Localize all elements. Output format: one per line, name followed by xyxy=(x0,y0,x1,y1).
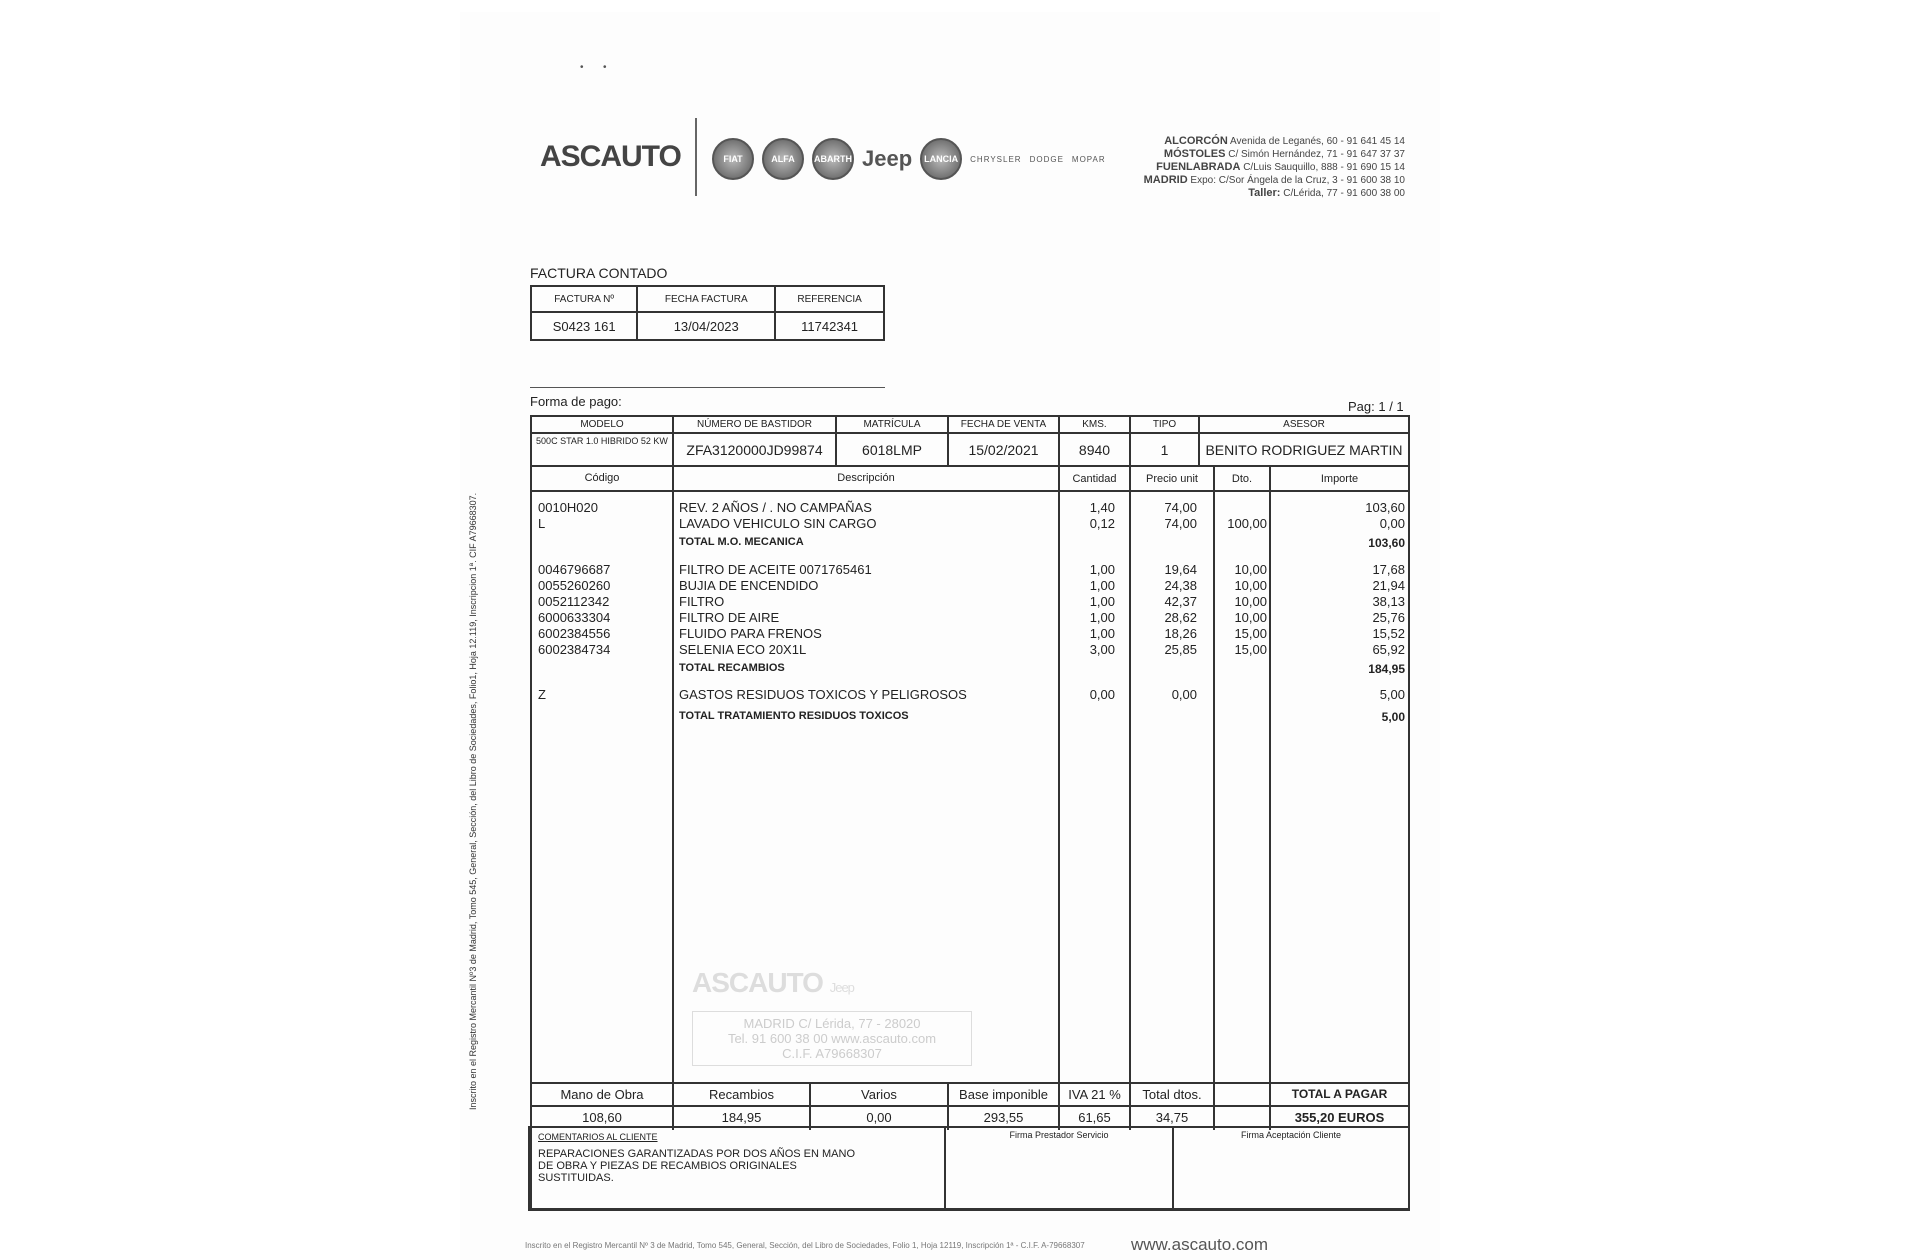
invoice-ref: 11742341 xyxy=(775,312,884,340)
total-due-value: 355,20 EUROS xyxy=(1294,1110,1385,1125)
provider-signature-label: Firma Prestador Servicio xyxy=(1009,1130,1109,1140)
invoice-table xyxy=(530,415,1410,1210)
item-code: 6002384556 xyxy=(538,626,611,641)
type-label: TIPO xyxy=(1152,419,1177,430)
item-unit-price: 0,00 xyxy=(1171,687,1197,702)
comments-text: REPARACIONES GARANTIZADAS POR DOS AÑOS EN MANO DE OBRA Y PIEZAS DE RECAMBIOS ORIGINALES SUSTITUIDAS. xyxy=(538,1148,856,1184)
item-code: Z xyxy=(538,687,546,702)
plate-label: MATRÍCULA xyxy=(863,419,921,430)
item-description: LAVADO VEHICULO SIN CARGO xyxy=(679,516,877,531)
item-code: 0046796687 xyxy=(538,562,611,577)
total-discounts-value: 34,75 xyxy=(1155,1110,1189,1125)
item-amount: 15,52 xyxy=(1372,626,1405,641)
item-amount: 21,94 xyxy=(1372,578,1405,593)
item-description: REV. 2 AÑOS / . NO CAMPAÑAS xyxy=(679,500,872,515)
line-item-row xyxy=(532,594,1412,610)
item-amount: 184,95 xyxy=(1368,662,1405,676)
vehicle-plate: 6018LMP xyxy=(862,442,922,458)
scan-specks: • • xyxy=(580,62,607,73)
vat-label: IVA 21 % xyxy=(1068,1087,1121,1102)
advisor-label: ASESOR xyxy=(1283,419,1325,430)
item-discount: 10,00 xyxy=(1234,578,1267,593)
item-description: TOTAL M.O. MECANICA xyxy=(679,536,804,548)
bottom-legal-text: Inscrito en el Registro Mercantil Nº 3 de Madrid, Tomo 545, General, Sección, del Libro de Sociedades, Folio 1, Hoja 12119, Inscripción 1ª - C.I.F. A-79668307 xyxy=(525,1241,1085,1250)
item-quantity: 1,40 xyxy=(1089,500,1115,515)
kms-label: KMS. xyxy=(1082,419,1107,430)
invoice-number-label: FACTURA Nº xyxy=(531,286,637,312)
invoice-number: S0423 161 xyxy=(531,312,637,340)
item-amount: 5,00 xyxy=(1381,710,1405,724)
item-description: GASTOS RESIDUOS TOXICOS Y PELIGROSOS xyxy=(679,687,967,702)
item-quantity: 3,00 xyxy=(1089,642,1115,657)
item-unit-price: 25,85 xyxy=(1164,642,1197,657)
invoice-ref-label: REFERENCIA xyxy=(775,286,884,312)
item-description: TOTAL RECAMBIOS xyxy=(679,662,785,674)
item-unit-price: 19,64 xyxy=(1164,562,1197,577)
dodge-logo: DODGE xyxy=(1029,154,1064,164)
item-description: BUJIA DE ENCENDIDO xyxy=(679,578,819,593)
item-amount: 17,68 xyxy=(1372,562,1405,577)
invoice-date: 13/04/2023 xyxy=(637,312,775,340)
vehicle-type: 1 xyxy=(1160,442,1169,458)
item-amount: 0,00 xyxy=(1379,516,1405,531)
item-discount: 10,00 xyxy=(1234,610,1267,625)
col-desc-header: Descripción xyxy=(837,472,895,484)
item-description: FILTRO DE ACEITE 0071765461 xyxy=(679,562,872,577)
item-description: TOTAL TRATAMIENTO RESIDUOS TOXICOS xyxy=(679,710,909,722)
misc-label: Varios xyxy=(861,1087,897,1102)
item-code: 0055260260 xyxy=(538,578,611,593)
model-label: MODELO xyxy=(580,419,624,430)
vehicle-advisor: BENITO RODRIGUEZ MARTIN xyxy=(1205,442,1403,458)
item-unit-price: 74,00 xyxy=(1164,500,1197,515)
chrysler-logo: CHRYSLER xyxy=(970,154,1022,164)
item-description: SELENIA ECO 20X1L xyxy=(679,642,807,657)
item-amount: 103,60 xyxy=(1368,536,1405,550)
item-unit-price: 18,26 xyxy=(1164,626,1197,641)
subtotal-row xyxy=(532,710,1412,726)
parts-value: 184,95 xyxy=(721,1110,762,1125)
page-number: Pag: 1 / 1 xyxy=(1348,399,1404,414)
col-code-header: Código xyxy=(584,472,620,484)
subtotal-row xyxy=(532,662,1412,678)
item-code: L xyxy=(538,516,546,531)
item-quantity: 1,00 xyxy=(1089,578,1115,593)
item-quantity: 1,00 xyxy=(1089,626,1115,641)
invoice-date-label: FECHA FACTURA xyxy=(637,286,775,312)
col-qty-header: Cantidad xyxy=(1072,473,1117,485)
subtotal-row xyxy=(532,536,1412,552)
item-unit-price: 42,37 xyxy=(1164,594,1197,609)
branch-addresses: ALCORCÓN Avenida de Leganés, 60 - 91 641 45 14 MÓSTOLES C/ Simón Hernández, 71 - 91 647 37 37 FUENLABRADA C/Luis Sauquillo, 888 - 91 690 15 14 MADRID Expo: C/Sor Ángela de la Cruz, 3 - 91 600 38 10 Taller: C/Lérida, 77 - 91 600 38 00 xyxy=(1143,135,1405,199)
item-amount: 38,13 xyxy=(1372,594,1405,609)
item-unit-price: 74,00 xyxy=(1164,516,1197,531)
vat-value: 61,65 xyxy=(1078,1110,1111,1125)
grid-line xyxy=(532,1082,1408,1084)
item-description: FILTRO xyxy=(679,594,725,609)
brand-logos xyxy=(712,138,1106,180)
mopar-logo: MOPAR xyxy=(1071,154,1106,164)
item-code: 0052112342 xyxy=(538,594,610,609)
vehicle-sale-date: 15/02/2021 xyxy=(968,442,1039,458)
sale-date-label: FECHA DE VENTA xyxy=(960,419,1047,430)
vehicle-model: 500C STAR 1.0 HIBRIDO 52 KW xyxy=(536,436,668,446)
abarth-logo-icon: ABARTH xyxy=(812,138,854,180)
item-code: 0010H020 xyxy=(538,500,598,515)
client-signature-label: Firma Aceptación Cliente xyxy=(1240,1130,1342,1140)
vertical-legal-text: Inscrito en el Registro Mercantil Nº3 de Madrid, Tomo 545, General, Sección, del Libro de Sociedades, Folio1, Hoja 12.119, Inscripcion 1ª. CIF A79668307. xyxy=(468,492,478,1110)
line-item-row xyxy=(532,562,1412,578)
fiat-logo-icon: FIAT xyxy=(712,138,754,180)
line-item-row xyxy=(532,642,1412,658)
separator-line xyxy=(530,387,885,388)
total-discounts-label: Total dtos. xyxy=(1142,1087,1202,1102)
labour-label: Mano de Obra xyxy=(560,1087,644,1102)
item-amount: 103,60 xyxy=(1365,500,1405,515)
item-discount: 15,00 xyxy=(1234,642,1267,657)
line-item-row xyxy=(532,500,1412,516)
grid-line xyxy=(532,1105,1408,1107)
col-price-header: Precio unit xyxy=(1146,473,1198,485)
item-discount: 10,00 xyxy=(1234,562,1267,577)
vehicle-vin: ZFA3120000JD99874 xyxy=(686,442,823,458)
item-code: 6002384734 xyxy=(538,642,611,657)
item-amount: 65,92 xyxy=(1372,642,1405,657)
col-discount-header: Dto. xyxy=(1231,473,1253,485)
invoice-id-box xyxy=(530,285,885,341)
company-stamp: ASCAUTO Jeep MADRID C/ Lérida, 77 - 28020 Tel. 91 600 38 00 www.ascauto.com C.I.F. A79668307 xyxy=(692,967,972,1066)
item-amount: 5,00 xyxy=(1379,687,1405,702)
company-logo: ASCAUTO xyxy=(540,140,681,173)
line-item-row xyxy=(532,687,1412,703)
line-item-row xyxy=(532,578,1412,594)
item-quantity: 0,12 xyxy=(1089,516,1115,531)
item-description: FILTRO DE AIRE xyxy=(679,610,780,625)
tax-base-label: Base imponible xyxy=(959,1087,1048,1102)
invoice-title: FACTURA CONTADO xyxy=(530,265,668,281)
item-amount: 25,76 xyxy=(1372,610,1405,625)
alfa-logo-icon: ALFA xyxy=(762,138,804,180)
col-amount-header: Importe xyxy=(1320,473,1359,485)
vehicle-kms: 8940 xyxy=(1078,442,1111,458)
misc-value: 0,00 xyxy=(866,1110,892,1125)
item-quantity: 1,00 xyxy=(1089,594,1115,609)
item-quantity: 0,00 xyxy=(1089,687,1115,702)
item-discount: 15,00 xyxy=(1234,626,1267,641)
total-due-label: TOTAL A PAGAR xyxy=(1291,1087,1388,1101)
item-discount: 100,00 xyxy=(1227,516,1267,531)
item-quantity: 1,00 xyxy=(1089,610,1115,625)
website-link[interactable]: www.ascauto.com xyxy=(1131,1235,1268,1254)
item-discount: 10,00 xyxy=(1234,594,1267,609)
parts-label: Recambios xyxy=(708,1087,775,1102)
tax-base-value: 293,55 xyxy=(983,1110,1024,1125)
lancia-logo-icon: LANCIA xyxy=(920,138,962,180)
item-unit-price: 28,62 xyxy=(1164,610,1197,625)
header-divider xyxy=(695,118,697,196)
line-item-row xyxy=(532,516,1412,532)
payment-method-label: Forma de pago: xyxy=(530,394,622,409)
labour-value: 108,60 xyxy=(582,1110,622,1125)
comments-signatures xyxy=(528,1126,1410,1211)
vin-label: NÚMERO DE BASTIDOR xyxy=(696,419,812,430)
item-unit-price: 24,38 xyxy=(1164,578,1197,593)
line-item-row xyxy=(532,610,1412,626)
item-code: 6000633304 xyxy=(538,610,611,625)
comments-title: COMENTARIOS AL CLIENTE xyxy=(538,1132,658,1142)
item-quantity: 1,00 xyxy=(1089,562,1115,577)
line-item-row xyxy=(532,626,1412,642)
jeep-logo: Jeep xyxy=(862,146,913,171)
item-description: FLUIDO PARA FRENOS xyxy=(679,626,822,641)
